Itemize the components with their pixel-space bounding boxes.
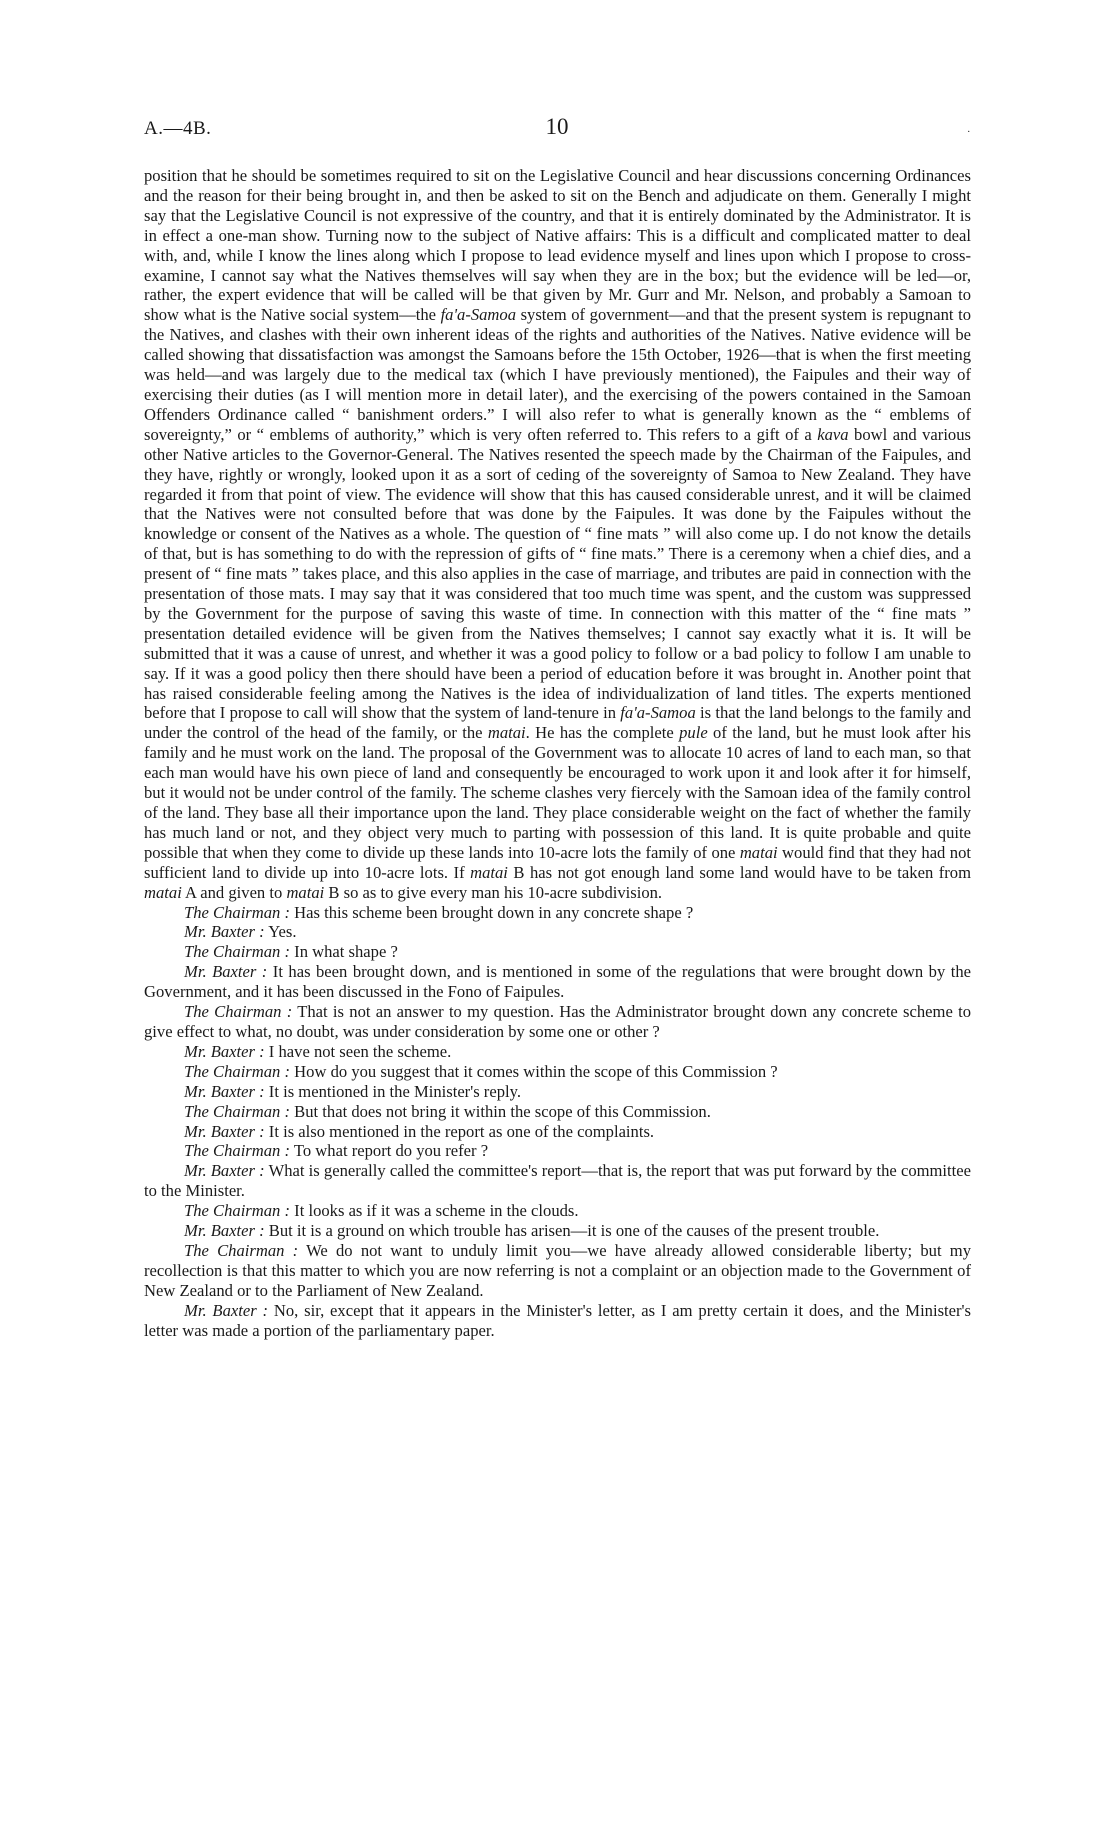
text-run: position that he should be sometimes required to sit on the Legislative Council and hear discussions concerning Ordinances and the reason for their being brought in, and then be asked to sit on the Bench and adjudicate on them. Generally I might say that the Legislative Council is not expressive of the country, and that it is entirely dominated by the Administrator. It is in effect a one-man show. Turning now to the subject of Native affairs: This is a difficult and complicated matter to deal with, and, while I know the lines along which I propose to lead evidence myself and lines upon which I propose to cross-examine, I cannot say what the Natives themselves will say when they are in the box; but the evidence will be led—or, rather, the expert evidence that will be called will be that given by Mr. Gurr and Mr. Nelson, and probably a Samoan to show what is the Native social system—the	[144, 166, 971, 325]
opening-paragraph	[144, 166, 971, 903]
italic-term: fa'a-Samoa	[620, 703, 696, 723]
speaker-name: The Chairman :	[184, 902, 291, 922]
speech-text: Has this scheme been brought down in any concrete shape ?	[290, 902, 694, 922]
page-number: 10	[545, 114, 569, 139]
page-header	[144, 114, 970, 148]
speaker-name: The Chairman :	[184, 1141, 291, 1161]
speech-text: We do not want to unduly limit you—we have already allowed considerable liberty; but my recollection is that this matter to which you are now referring is not a complaint or an objection made to the Government of New Zealand or to the Parliament of New Zealand.	[144, 1240, 971, 1300]
dialogue-line	[144, 1062, 971, 1082]
speaker-name: Mr. Baxter :	[184, 962, 268, 982]
speech-text: No, sir, except that it appears in the Minister's letter, as I am pretty certain it does, and the Minister's letter was made a portion of the parliamentary paper.	[144, 1300, 971, 1340]
italic-term: pule	[679, 723, 708, 743]
dialogue-line	[144, 1221, 971, 1241]
dialogue-line	[144, 1002, 971, 1042]
italic-term: kava	[817, 424, 849, 444]
dialogue-line	[144, 1102, 971, 1122]
italic-term: fa'a-Samoa	[440, 305, 517, 325]
italic-term: matai	[470, 862, 508, 882]
dialogue-line	[144, 1161, 971, 1201]
speech-text: It has been brought down, and is mentioned in some of the regulations that were brought down by the Government, and it has been discussed in the Fono of Faipules.	[144, 962, 971, 1002]
speaker-name: Mr. Baxter :	[184, 922, 265, 942]
dialogue-line	[144, 942, 971, 962]
speaker-name: The Chairman :	[184, 942, 291, 962]
speech-text: It is mentioned in the Minister's reply.	[264, 1081, 521, 1101]
speaker-name: The Chairman :	[184, 1061, 291, 1081]
text-run: B has not got enough land some land would have to be taken from	[507, 862, 971, 882]
text-run: of the land, but he must look after his family and he must work on the land. The proposal of the Government was to allocate 10 acres of land to each man, so that each man would have his own piece of land and consequently be encouraged to work upon it and look after it for himself, but it would not be under control of the family. The scheme clashes very fiercely with the Samoan idea of the family control of the land. They base all their importance upon the land. They place considerable weight on the fact of whether the family has much land or not, and they object very much to parting with possession of this land. It is quite probable and quite possible that when they come to divide up these lands into 10-acre lots the family of one	[144, 723, 972, 862]
text-run: bowl and various other Native articles to the Governor-General. The Natives resented the speech made by the Chairman of the Faipules, and they have, rightly or wrongly, looked upon it as a sort of ceding of the sovereignty of Samoa to New Zealand. They have regarded it from that point of view. The evidence will show that this has caused considerable unrest, and it will be claimed that the Natives were not consulted before that was done by the Faipules. It was done by the Faipules without the knowledge or consent of the Natives as a whole. The question of “ fine mats ” will also come up. I do not know the details of that, but is has something to do with the repression of gifts of “ fine mats.” There is a ceremony when a chief dies, and a present of “ fine mats ” takes place, and this also applies in the case of marriage, and tributes are paid in connection with the presentation of those mats. I may say that it was considered that too much time was spent, and the custom was suppressed by the Government for the purpose of saving this waste of time. In connection with this matter of the “ fine mats ” presentation detailed evidence will be given from the Natives themselves; I cannot say exactly what it is. It will be submitted that it was a cause of unrest, and whether it was a good policy to follow or a bad policy to follow I am unable to say. If it was a good policy then there should have been a period of education before it was brought in. Another point that has raised considerable feeling among the Natives is the idea of individualization of land titles. The experts mentioned before that I propose to call will show that the system of land-tenure in	[144, 424, 971, 723]
speaker-name: Mr. Baxter :	[184, 1300, 269, 1320]
text-run: . He has the complete	[525, 723, 680, 743]
italic-term: matai	[739, 842, 778, 862]
speaker-name: The Chairman :	[184, 1101, 291, 1121]
dialogue-line	[144, 1301, 971, 1341]
text-run: system of government—and that the present system is repugnant to the Natives, and clashes with their own inherent ideas of the rights and authorities of the Natives. Native evidence will be called showing that dissatisfaction was amongst the Samoans before the 15th October, 1926—that is when the first meeting was held—and was largely due to the medical tax (which I have previously mentioned), the Faipules and their way of exercising their duties (as I will mention more in detail later), and the exercising of the powers contained in the Samoan Offenders Ordinance called “ banishment orders.” I will also refer to what is generally known as the “ emblems of sovereignty,” or “ emblems of authority,” which is very often referred to. This refers to a gift of a	[144, 305, 971, 444]
dialogue-line	[144, 962, 971, 1002]
dialogue-line	[144, 1082, 971, 1102]
speaker-name: The Chairman :	[184, 1201, 291, 1221]
italic-term: matai	[144, 882, 182, 902]
speech-text: How do you suggest that it comes within the scope of this Commission ?	[290, 1061, 778, 1081]
speaker-name: Mr. Baxter :	[184, 1121, 265, 1141]
dialogue-line	[144, 922, 971, 942]
speech-text: It looks as if it was a scheme in the clouds.	[290, 1201, 579, 1221]
speaker-name: Mr. Baxter :	[184, 1161, 265, 1181]
italic-term: matai	[286, 882, 325, 902]
speech-text: It is also mentioned in the report as one of the complaints.	[264, 1121, 655, 1141]
dialogue-line	[144, 1241, 971, 1301]
speaker-name: Mr. Baxter :	[184, 1081, 265, 1101]
dialogue-line	[144, 903, 971, 923]
dialogue-line	[144, 1201, 971, 1221]
speaker-name: Mr. Baxter :	[184, 1041, 265, 1061]
text-run: is that the land belongs to the family and under the control of the head of the family, or the	[144, 703, 972, 743]
text-run: would find that they had not sufficient land to divide up into 10-acre lots. If	[144, 842, 971, 882]
dialogue-section	[144, 903, 971, 1341]
speech-text: That is not an answer to my question. Has the Administrator brought down any concrete scheme to give effect to what, no doubt, was under consideration by some one or other ?	[144, 1002, 971, 1041]
speaker-name: The Chairman :	[184, 1240, 299, 1260]
margin-mark: .	[967, 124, 970, 135]
text-run: A and given to	[181, 882, 287, 902]
speech-text: But it is a ground on which trouble has arisen—it is one of the causes of the present trouble.	[264, 1221, 880, 1241]
dialogue-line	[144, 1042, 971, 1062]
speech-text: To what report do you refer ?	[290, 1141, 489, 1161]
speech-text: What is generally called the committee's report—that is, the report that was put forward by the committee to the Minister.	[144, 1161, 971, 1201]
body-text	[144, 166, 971, 1340]
speech-text: Yes.	[264, 922, 297, 942]
document-reference: A.—4B.	[144, 118, 212, 139]
speech-text: In what shape ?	[290, 942, 398, 962]
dialogue-line	[144, 1122, 971, 1142]
speech-text: But that does not bring it within the scope of this Commission.	[290, 1101, 711, 1121]
text-run: B so as to give every man his 10-acre subdivision.	[324, 882, 663, 902]
speaker-name: The Chairman :	[184, 1002, 293, 1022]
speech-text: I have not seen the scheme.	[264, 1041, 452, 1061]
dialogue-line	[144, 1141, 971, 1161]
speaker-name: Mr. Baxter :	[184, 1221, 265, 1241]
italic-term: matai	[487, 723, 526, 743]
